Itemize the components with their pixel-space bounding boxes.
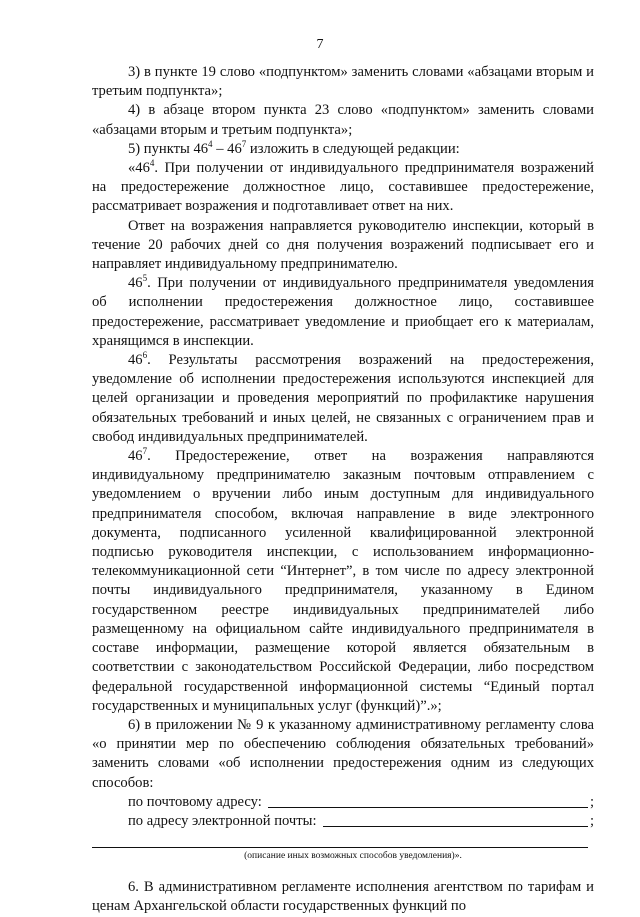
other-methods-blank [92, 833, 588, 848]
email-address-semicolon: ; [589, 812, 594, 829]
paragraph-46-7-sup: 7 [142, 446, 148, 457]
paragraph-46-5-number: 46 [128, 275, 143, 292]
other-methods-caption: (описание иных возможных способов уведомления)». [244, 851, 462, 862]
item-5-prefix: 5) пункты 46 [128, 140, 209, 157]
section-6-start: 6. В административном регламенте исполнения агентством по тарифам и ценам Архангельской области государственных функций по [92, 879, 594, 915]
postal-address-label: по почтовому адресу: [128, 793, 262, 810]
section-gap [92, 862, 594, 878]
amendment-item-5 [92, 140, 594, 159]
postal-address-semicolon: ; [589, 793, 594, 810]
document-body [92, 63, 594, 917]
postal-address-line [92, 793, 594, 812]
paragraph-46-4-sup: 4 [149, 158, 155, 169]
paragraph-46-4-number: «46 [128, 160, 150, 177]
paragraph-46-7-number: 46 [128, 448, 143, 465]
amendment-item-4: 4) в абзаце втором пункта 23 слово «подпунктом» заменить словами «абзацами вторым и третьим подпункта»; [92, 102, 594, 138]
amendment-item-6: 6) в приложении № 9 к указанному административному регламенту слова «о принятии мер по обеспечению соблюдения обязательных требований» заменить словами «об исполнении предостережения одним из следующих способов: [92, 716, 594, 791]
item-5-suffix: изложить в следующей редакции: [246, 140, 460, 157]
paragraph-46-4-text: . При получении от индивидуального предпринимателя возражений на предостережение должностное лицо, составившее предостережение, рассматривает возражения и подготавливает ответ на них. [92, 160, 594, 215]
paragraph-46-5-text: . При получении от индивидуального предпринимателя уведомления об исполнении предостережения должностное лицо, составившее предостережение, рассматривает уведомление и приобщает его к материалам, хранящимся в инспекции. [92, 275, 594, 349]
paragraph-46-7 [92, 447, 594, 716]
postal-address-blank [268, 806, 588, 808]
item-5-sup-b: 7 [241, 138, 247, 149]
amendment-item-3: 3) в пункте 19 слово «подпунктом» заменить словами «абзацами вторым и третьим подпункта»; [92, 64, 594, 100]
item-5-dash: – 46 [212, 140, 242, 157]
paragraph-46-6-text: . Результаты рассмотрения возражений на предостережения, уведомление об исполнении предостережения используются инспекцией для целей организации и проведения мероприятий по профилактике нарушения обязательных требований и иных целей, не связанных с ограничением прав и свобод индивидуальных предпринимателей. [92, 352, 594, 445]
paragraph-46-6 [92, 351, 594, 447]
paragraph-46-5-sup: 5 [142, 273, 148, 284]
paragraph-46-7-text: . Предостережение, ответ на возражения направляются индивидуальному предпринимателю заказным почтовым отправлением с уведомлением о вручении либо иным доступным для индивидуального предпринимателя способом, включая направление в виде электронного документа, подписанного усиленной квалифицированной электронной подписью руководителя инспекции, с использованием информационно-телекоммуникационной сети “Интернет”, в том числе по адресу электронной почты индивидуального предпринимателя, указанному в Едином государственном реестре индивидуальных предпринимателей либо размещенному на официальном сайте индивидуального предпринимателя в составе информации, размещение которой является обязательным в соответствии с законодательством Российской Федерации, либо посредством федеральной государственной информационной системы “Единый портал государственных и муниципальных услуг (функций)”.»; [92, 448, 594, 714]
paragraph-46-6-sup: 6 [142, 350, 148, 361]
email-address-label: по адресу электронной почты: [128, 812, 317, 829]
paragraph-46-4 [92, 159, 594, 217]
paragraph-46-6-number: 46 [128, 352, 143, 369]
paragraph-46-4-answer: Ответ на возражения направляется руководителю инспекции, который в течение 20 рабочих дней со дня получения возражений подписывает его и направляет индивидуальному предпринимателю. [92, 217, 594, 273]
email-address-blank [323, 825, 588, 827]
email-address-line [92, 812, 594, 831]
page-number: 7 [316, 37, 324, 52]
item-5-sup-a: 4 [208, 138, 213, 149]
paragraph-46-5 [92, 274, 594, 351]
